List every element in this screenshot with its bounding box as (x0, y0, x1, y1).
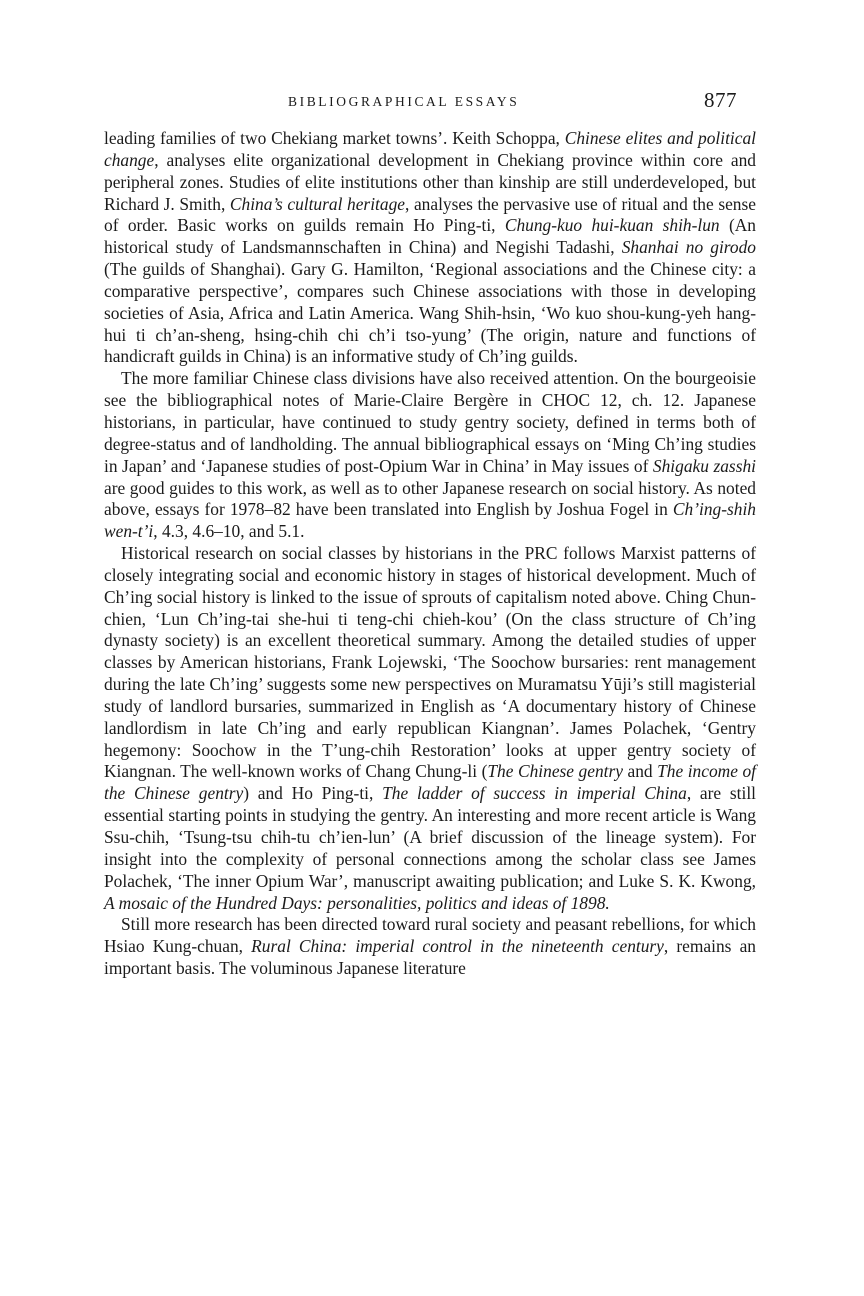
running-title: BIBLIOGRAPHICAL ESSAYS (288, 94, 520, 109)
italic-title: China’s cultural heritage (229, 193, 405, 214)
paragraph (104, 543, 756, 914)
text-run: and (622, 761, 658, 782)
italic-title: The Chinese gentry (487, 761, 623, 782)
essay-body (104, 128, 756, 980)
text-run: are good guides to this work, as well as to other Japanese research on social history. As noted above, essays for 1978–82 have been translated into English by Joshua Fogel in (104, 477, 756, 520)
italic-title: A mosaic of the Hundred Days: personalities, politics and ideas of 1898. (104, 892, 610, 913)
paragraph (104, 914, 756, 980)
abbreviation: CHOC (541, 390, 591, 411)
italic-title: Ch’ing-shih wen-t’i (104, 499, 756, 542)
text-run: (The guilds of Shanghai). Gary G. Hamilton, ‘Regional associations and the Chinese city: a comparative perspective’, compares such Chinese associations with those in developing societies of Asia, Africa and Latin America. Wang Shih-hsin, ‘Wo kuo shou-kung-yeh hang-hui ti ch’an-sheng, hsing-chih chi ch’i tso-yung’ (The origin, nature and functions of handicraft guilds in China) is an informative study of Ch’ing guilds. (104, 259, 756, 367)
italic-title: Shanhai no girodo (621, 237, 756, 258)
italic-title: The income of the Chinese gentry (104, 761, 756, 804)
text-run: , remains an important basis. The voluminous Japanese literature (104, 936, 756, 979)
text-run: 12, ch. 12. Japanese historians, in particular, have continued to study gentry society, defined in terms both of degree-status and of landholding. The annual bibliographical essays on ‘Ming Ch’ing studies in Japan’ and ‘Japanese studies of post-Opium War in China’ in May issues of (104, 390, 756, 476)
text-run: Historical research on social classes by historians in the PRC follows Marxist patterns of closely integrating social and economic history in stages of historical development. Much of Ch’ing social history is linked to the issue of sprouts of capitalism noted above. Ching Chun-chien, ‘Lun Ch’ing-tai she-hui ti teng-chi chieh-kou’ (On the class structure of Ch’ing dynasty society) is an excellent theoretical summary. Among the detailed studies of upper classes by American historians, Frank Lojewski, ‘The Soochow bursaries: rent management during the late Ch’ing’ suggests some new perspectives on Muramatsu Yūji’s still magisterial study of landlord bursaries, summarized in English as ‘A documentary history of Chinese landlordism in late Ch’ing and early republican Kiangnan’. James Polachek, ‘Gentry hegemony: Soochow in the T’ung-chih Restoration’ looks at upper gentry society of Kiangnan. The well-known works of Chang Chung-li ( (104, 543, 756, 782)
paragraph (104, 368, 756, 543)
text-run: Still more research has been directed toward rural society and peasant rebellions, for which Hsiao Kung-chuan, (104, 914, 756, 957)
paragraph (104, 128, 756, 368)
italic-title: The ladder of success in imperial China (382, 783, 687, 804)
text-run: The more familiar Chinese class divisions have also received attention. On the bourgeoisie see the bibliographical notes of Marie-Claire Bergère in (104, 368, 756, 411)
italic-title: Chung-kuo hui-kuan shih-lun (504, 215, 720, 236)
text-run: , analyses the pervasive use of ritual and the sense of order. Basic works on guilds remain Ho Ping-ti, (104, 193, 756, 236)
text-run: leading families of two Chekiang market towns’. Keith Schoppa, (104, 128, 565, 148)
text-run: , 4.3, 4.6–10, and 5.1. (153, 521, 305, 542)
text-run: (An historical study of Landsmannschaften in China) and Negishi Tadashi, (104, 215, 756, 258)
text-run: , are still essential starting points in studying the gentry. An interesting and more recent article is Wang Ssu-chih, ‘Tsung-tsu chih-tu ch’ien-lun’ (A brief discussion of the lineage system). For insight into the complexity of personal connections among the scholar class see James Polachek, ‘The inner Opium War’, manuscript awaiting publication; and Luke S. K. Kwong, (104, 783, 756, 891)
text-run: , analyses elite organizational development in Chekiang province within core and peripheral zones. Studies of elite institutions other than kinship are still underdeveloped, but Richard J. Smith, (104, 149, 756, 214)
italic-title: Shigaku zasshi (652, 455, 756, 476)
italic-title: Chinese elites and political change (104, 128, 756, 170)
text-run: ) and Ho Ping-ti, (243, 783, 383, 804)
italic-title: Rural China: imperial control in the nineteenth century (251, 936, 664, 957)
page-number: 877 (704, 88, 737, 112)
running-head (0, 88, 864, 116)
